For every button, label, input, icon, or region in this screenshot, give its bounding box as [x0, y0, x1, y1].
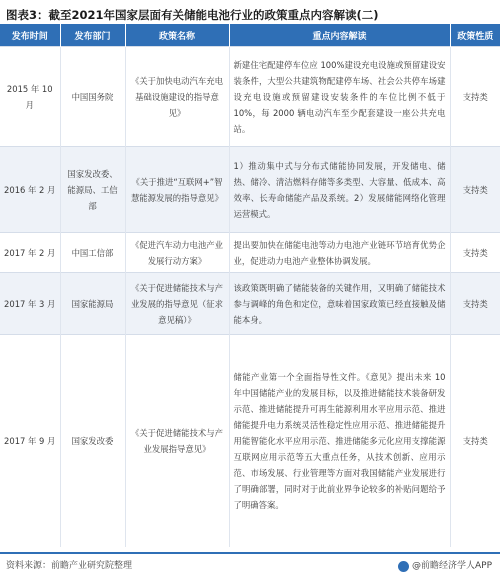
cell-policy-name: 《关于加快电动汽车充电基础设施建设的指导意见》	[125, 47, 229, 147]
header-type: 政策性质	[450, 24, 500, 47]
table-row	[0, 233, 500, 273]
cell-time: 2017 年 2 月	[0, 233, 60, 273]
cell-time: 2015 年 10 月	[0, 47, 60, 147]
brand-label: @前瞻经济学人APP	[411, 561, 492, 571]
cell-type: 支持类	[450, 147, 500, 233]
cell-content: 提出要加快在储能电池等动力电池产业链环节培育优势企业，促进动力电池产业整体协调发展。	[229, 233, 450, 273]
cell-type: 支持类	[450, 335, 500, 547]
cell-content: 1）推动集中式与分布式储能协同发展，开发储电、储热、储冷、清洁燃料存储等多类型、大容量、低成本、高效率、长寿命储能产品及系统。2）发展储能网络化管理运营模式。	[229, 147, 450, 233]
source-note: 资料来源：前瞻产业研究院整理	[6, 561, 133, 571]
cell-policy-name: 《关于促进储能技术与产业发展指导意见》	[125, 335, 229, 547]
footer-divider	[0, 552, 500, 554]
header-content: 重点内容解读	[229, 24, 450, 47]
header-dept: 发布部门	[60, 24, 125, 47]
cell-policy-name: 《关于促进储能技术与产业发展的指导意见（征求意见稿）》	[125, 273, 229, 335]
brand-logo-icon	[398, 561, 409, 572]
cell-policy-name: 《促进汽车动力电池产业发展行动方案》	[125, 233, 229, 273]
cell-policy-name: 《关于推进“互联网+”智慧能源发展的指导意见》	[125, 147, 229, 233]
chart-title: 图表3：截至2021年国家层面有关储能电池行业的政策重点内容解读(二)	[6, 8, 379, 22]
table-row	[0, 47, 500, 147]
cell-content: 该政策既明确了储能装备的关键作用，又明确了储能技术参与调峰的角色和定位，意味着国家政策已经直接触及储能本身。	[229, 273, 450, 335]
header-time: 发布时间	[0, 24, 60, 47]
cell-content: 新建住宅配建停车位应 100%建设充电设施或预留建设安装条件，大型公共建筑物配建停车场、社会公共停车场建设充电设施或预留建设安装条件的车位比例不低于 10%，每 2000 辆电动汽车至少配套建设一座公共充电站。	[229, 47, 450, 147]
table-row	[0, 335, 500, 547]
cell-time: 2017 年 9 月	[0, 335, 60, 547]
cell-type: 支持类	[450, 273, 500, 335]
cell-dept: 中国国务院	[60, 47, 125, 147]
header-name: 政策名称	[125, 24, 229, 47]
brand-credit	[398, 557, 492, 575]
cell-time: 2017 年 3 月	[0, 273, 60, 335]
table-row	[0, 273, 500, 335]
table-header-row	[0, 24, 500, 47]
cell-dept: 中国工信部	[60, 233, 125, 273]
cell-dept: 国家发改委、能源局、工信部	[60, 147, 125, 233]
policy-table	[0, 24, 500, 547]
cell-content: 储能产业第一个全面指导性文件。《意见》提出未来 10 年中国储能产业的发展目标，以及推进储能技术装备研发示范、推进储能提升可再生能源利用水平应用示范、推进储能提升电力系统灵活性稳定性应用示范、推进储能提升用能智能化水平应用示范、推进储能多元化应用支撑能源互联网应用示范等五大重点任务，从技术创新、应用示范、市场发展、行业管理等方面对我国储能产业发展进行了明确部署，同时对于此前业界争论较多的补贴问题给予了明确答案。	[229, 335, 450, 547]
table-row	[0, 147, 500, 233]
cell-type: 支持类	[450, 233, 500, 273]
cell-dept: 国家能源局	[60, 273, 125, 335]
cell-dept: 国家发改委	[60, 335, 125, 547]
cell-time: 2016 年 2 月	[0, 147, 60, 233]
cell-type: 支持类	[450, 47, 500, 147]
